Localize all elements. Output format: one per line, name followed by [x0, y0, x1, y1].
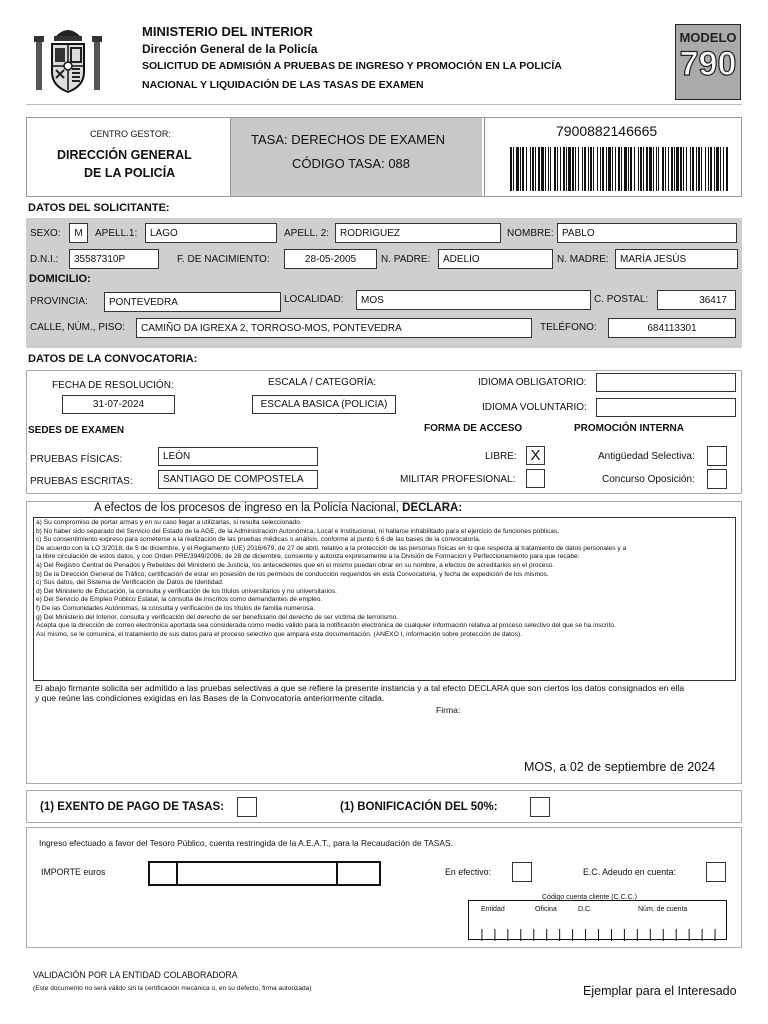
ministry-title: MINISTERIO DEL INTERIOR — [142, 24, 313, 39]
form-subtitle-line1: SOLICITUD DE ADMISIÓN A PRUEBAS DE INGRESO Y PROMOCIÓN EN LA POLICÍA — [142, 60, 562, 72]
calle-field[interactable]: CAMIÑO DA IGREXA 2, TORROSO-MOS, PONTEVEDRA — [136, 318, 532, 338]
declaration-line: De acuerdo con la LO 3/2018, de 5 de diciembre, y el Reglamento (UE) 2016/679, de 27 de abril, relativo a la protección de las personas físicas en lo que respecta al tratamiento de datos personales y a — [36, 544, 627, 552]
tasa-label: TASA: DERECHOS DE EXAMEN — [251, 132, 446, 147]
pruebas-escritas-field[interactable]: SANTIAGO DE COMPOSTELA — [158, 470, 318, 489]
concurso-label: Concurso Oposición: — [602, 474, 695, 485]
declaration-intro-bold: DECLARA: — [402, 502, 463, 514]
sexo-field[interactable]: M — [69, 223, 88, 243]
declaration-line: c) Su consentimiento expreso para someterse a la realización de las pruebas médicas o análisis, conforme al punto 6.6 de las bases de la convocatoria. — [36, 536, 481, 544]
convocatoria-section-title: DATOS DE LA CONVOCATORIA: — [28, 353, 198, 365]
applicant-section-title: DATOS DEL SOLICITANTE: — [28, 202, 170, 214]
centro-gestor-line2: DE LA POLICÍA — [84, 166, 176, 180]
centro-gestor-label: CENTRO GESTOR: — [90, 129, 171, 139]
apell2-label: APELL. 2: — [284, 228, 330, 239]
declaration-line: c) Sus datos, del Sistema de Verificación de Datos de Identidad. — [36, 579, 224, 587]
declaration-line: Acepta que la dirección de correo electrónica aportada sea considerada como medio válido para la notificación electrónica de cualquier información relativa al proceso selectivo del que se ha inscrito. — [36, 622, 616, 630]
coat-of-arms-icon — [30, 22, 106, 98]
fecha-resolucion-label: FECHA DE RESOLUCIÓN: — [52, 380, 174, 391]
libre-checkbox[interactable]: X — [526, 446, 545, 465]
sexo-label: SEXO: — [30, 228, 61, 239]
nombre-label: NOMBRE: — [507, 228, 554, 239]
efectivo-label: En efectivo: — [445, 867, 491, 877]
ccc-field[interactable] — [468, 900, 727, 940]
cpostal-field[interactable]: 36417 — [657, 290, 736, 310]
request-line1: El abajo firmante solicita ser admitido a las pruebas selectivas a que se refiere la presente instancia y a tal efecto DECLARA que son ciertos los datos consignados en ella — [35, 683, 685, 693]
sedes-label: SEDES DE EXAMEN — [28, 425, 125, 436]
importe-divider — [336, 863, 338, 884]
place-date: MOS, a 02 de septiembre de 2024 — [524, 760, 716, 774]
declaration-line: a) Del Registro Central de Penados y Rebeldes del Ministerio de Justicia, los antecedentes que en el mismo puedan obrar en su nombre, a efectos de acreditarlos en el proceso. — [36, 561, 555, 569]
validacion-label: VALIDACIÓN POR LA ENTIDAD COLABORADORA — [33, 970, 238, 980]
form-subtitle-line2: NACIONAL Y LIQUIDACIÓN DE LAS TASAS DE EXAMEN — [142, 79, 424, 91]
dni-label: D.N.I.: — [30, 254, 59, 265]
provincia-label: PROVINCIA: — [30, 296, 88, 307]
importe-label: IMPORTE euros — [41, 867, 106, 877]
modelo-badge — [675, 24, 741, 100]
declaration-line: f) De las Comunidades Autónomas, la consulta y verificación de los títulos de familia numerosa. — [36, 604, 315, 612]
exento-label: (1) EXENTO DE PAGO DE TASAS: — [40, 801, 225, 813]
promocion-label: PROMOCIÓN INTERNA — [574, 423, 684, 434]
concurso-checkbox[interactable] — [707, 469, 727, 489]
telefono-label: TELÉFONO: — [540, 322, 597, 333]
declaration-line: a) Su compromiso de portar armas y en su caso llegar a utilizarlas, si resulta seleccionado. — [36, 519, 302, 526]
idioma-voluntario-label: IDIOMA VOLUNTARIO: — [482, 402, 587, 413]
declaration-line: la libre circulación de estos datos, y con Orden PRE/3949/2006, de 28 de diciembre, consiente y autoriza expresamente a la División de Formación y Perfeccionamiento para que recabe: — [36, 553, 580, 561]
pruebas-fisicas-label: PRUEBAS FÍSICAS: — [30, 454, 123, 465]
declaration-line: Así mismo, se le comunica, el tratamiento de sus datos para el proceso selectivo que ampara esta documentación. (ANEXO I, información sobre protección de datos). — [36, 630, 522, 638]
barcode-number: 7900882146665 — [556, 123, 658, 139]
declaration-line: b) No haber sido separado del Servicio del Estado de la AGE, de la Administración Autonómica, Local e Institucional, ni hallarse inhabilitado para el ejercicio de funciones públicas. — [36, 527, 560, 535]
pruebas-fisicas-field[interactable]: LEÓN — [158, 447, 318, 466]
telefono-field[interactable]: 684113301 — [608, 318, 736, 338]
fnac-field[interactable]: 28-05-2005 — [284, 249, 377, 269]
padre-field[interactable]: ADELIO — [438, 249, 553, 269]
adeudo-checkbox[interactable] — [706, 862, 726, 882]
declaration-intro-text: A efectos de los procesos de ingreso en la Policía Nacional, — [94, 502, 399, 514]
exento-checkbox[interactable] — [237, 797, 257, 817]
militar-checkbox[interactable] — [526, 469, 545, 488]
escala-label: ESCALA / CATEGORÍA: — [268, 377, 377, 388]
centro-gestor-line1: DIRECCIÓN GENERAL — [57, 148, 192, 162]
direction-title: Dirección General de la Policía — [142, 42, 318, 56]
militar-label: MILITAR PROFESIONAL: — [400, 474, 516, 485]
apell1-label: APELL.1: — [95, 228, 138, 239]
firma-label: Firma: — [436, 705, 461, 715]
ccc-label: Código cuenta cliente (C.C.C.) — [542, 894, 637, 901]
dni-field[interactable]: 35587310P — [69, 249, 159, 269]
nombre-field[interactable]: PABLO — [557, 223, 737, 243]
declaration-line: e) Del Servicio de Empleo Público Estatal, la consulta de inscritos como demandantes de empleo. — [36, 596, 323, 604]
request-line2: y que reúne las condiciones exigidas en las Bases de la Convocatoria anteriormente citada. — [35, 693, 385, 703]
escala-field[interactable]: ESCALA BASICA (POLICIA) — [252, 395, 396, 414]
ccc-oficina-label: Oficina — [535, 906, 557, 913]
modelo-label: MODELO — [679, 30, 737, 45]
antiguedad-label: Antigüedad Selectiva: — [598, 451, 695, 462]
ccc-entidad-label: Entidad — [481, 906, 505, 913]
antiguedad-checkbox[interactable] — [707, 446, 727, 466]
domicilio-label: DOMICILIO: — [29, 273, 91, 285]
declaration-line: d) Del Ministerio de Educación, la consulta y verificación de los títulos universitarios y no universitarios. — [36, 587, 337, 595]
forma-acceso-label: FORMA DE ACCESO — [424, 423, 523, 434]
importe-field[interactable] — [148, 861, 381, 886]
declaration-intro — [94, 502, 462, 514]
apell2-field[interactable]: RODRIGUEZ — [335, 223, 501, 243]
header-divider — [26, 104, 742, 105]
localidad-label: LOCALIDAD: — [284, 294, 344, 305]
efectivo-checkbox[interactable] — [512, 862, 532, 882]
fnac-label: F. DE NACIMIENTO: — [177, 254, 270, 265]
idioma-obligatorio-field[interactable] — [596, 373, 736, 392]
ccc-dc-label: D.C. — [578, 906, 592, 913]
provincia-field[interactable]: PONTEVEDRA — [104, 292, 281, 312]
ccc-digit-ticks — [469, 901, 728, 941]
codigo-tasa-label: CÓDIGO TASA: 088 — [292, 156, 411, 171]
idioma-obligatorio-label: IDIOMA OBLIGATORIO: — [478, 377, 587, 388]
localidad-field[interactable]: MOS — [356, 290, 591, 310]
pruebas-escritas-label: PRUEBAS ESCRITAS: — [30, 476, 133, 487]
fecha-resolucion-field[interactable]: 31-07-2024 — [62, 395, 175, 414]
madre-label: N. MADRE: — [557, 254, 609, 265]
bonificacion-label: (1) BONIFICACIÓN DEL 50%: — [340, 801, 498, 813]
ccc-cuenta-label: Núm. de cuenta — [638, 906, 688, 913]
padre-label: N. PADRE: — [381, 254, 431, 265]
validacion-note: (Este documento no será válido sin la certificación mecánica o, en su defecto, firma autorizada) — [33, 985, 312, 992]
idioma-voluntario-field[interactable] — [596, 398, 736, 417]
modelo-number: 790 — [679, 45, 737, 83]
declaration-line: b) De la Dirección General de Tráfico, certificación de estar en posesión de los permisos de conducción requeridos en esta Convocatoria, y fecha de expedición de los mismos. — [36, 570, 549, 578]
madre-field[interactable]: MARÍA JESÚS — [615, 249, 738, 269]
cpostal-label: C. POSTAL: — [594, 294, 649, 305]
apell1-field[interactable]: LAGO — [145, 223, 277, 243]
calle-label: CALLE, NÚM., PISO: — [30, 322, 126, 333]
declaration-clauses — [33, 517, 736, 681]
declaration-line: g) Del Ministerio del Interior, consulta y verificación del derecho de ser beneficiario del derecho de ser víctima de terrorismo. — [36, 613, 399, 621]
libre-label: LIBRE: — [485, 451, 517, 462]
ingreso-text: Ingreso efectuado a favor del Tesoro Público, cuenta restringida de la A.E.A.T., para la Recaudación de TASAS. — [39, 838, 453, 848]
barcode-icon — [510, 147, 728, 191]
ejemplar-label: Ejemplar para el Interesado — [583, 984, 737, 998]
bonificacion-checkbox[interactable] — [530, 797, 550, 817]
importe-divider — [176, 863, 178, 884]
adeudo-label: E.C. Adeudo en cuenta: — [583, 867, 676, 877]
